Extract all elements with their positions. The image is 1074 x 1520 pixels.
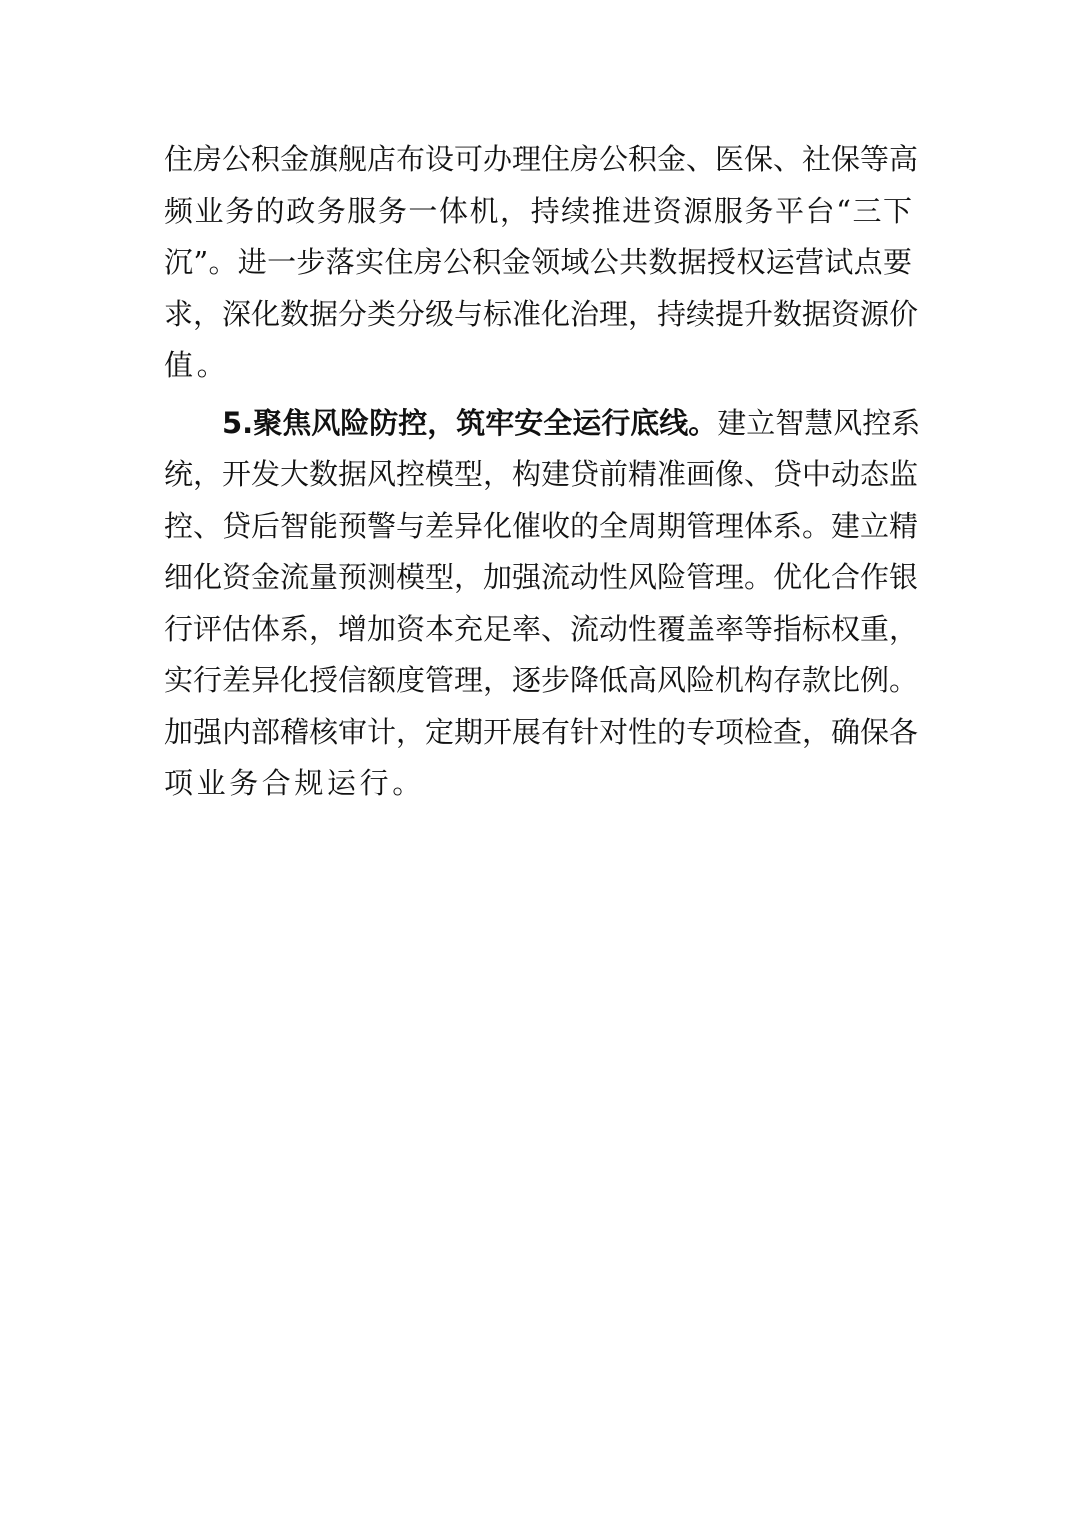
section-first-line bbox=[164, 398, 921, 450]
paragraph-continuation bbox=[164, 134, 919, 392]
text-line: 求，深化数据分类分级与标准化治理，持续提升数据资源价 bbox=[164, 296, 919, 331]
text-line: 加强内部稽核审计，定期开展有针对性的专项检查，确保各 bbox=[164, 714, 919, 749]
text-line: 细化资金流量预测模型，加强流动性风险管理。优化合作银 bbox=[164, 560, 919, 594]
section-5-paragraph bbox=[164, 398, 921, 810]
text-line: 统，开发大数据风控模型，构建贷前精准画像、贷中动态监 bbox=[164, 457, 919, 491]
text-line: 实行差异化授信额度管理，逐步降低高风险机构存款比例。 bbox=[164, 663, 919, 697]
text-line: 沉”。进一步落实住房公积金领域公共数据授权运营试点要 bbox=[164, 245, 912, 279]
section-heading-continuation: 建立智慧风控系 bbox=[717, 405, 921, 440]
text-line: 值。 bbox=[164, 348, 230, 382]
text-line: 行评估体系，增加资本充足率、流动性覆盖率等指标权重， bbox=[164, 611, 919, 646]
text-line: 项业务合规运行。 bbox=[164, 766, 425, 800]
section-heading: 5.聚焦风险防控，筑牢安全运行底线。 bbox=[222, 405, 718, 440]
document-body bbox=[164, 134, 921, 810]
text-line: 住房公积金旗舰店布设可办理住房公积金、医保、社保等高 bbox=[164, 142, 919, 176]
text-line: 频业务的政务服务一体机，持续推进资源服务平台“三下 bbox=[164, 193, 912, 228]
text-line: 控、贷后智能预警与差异化催收的全周期管理体系。建立精 bbox=[164, 508, 919, 543]
